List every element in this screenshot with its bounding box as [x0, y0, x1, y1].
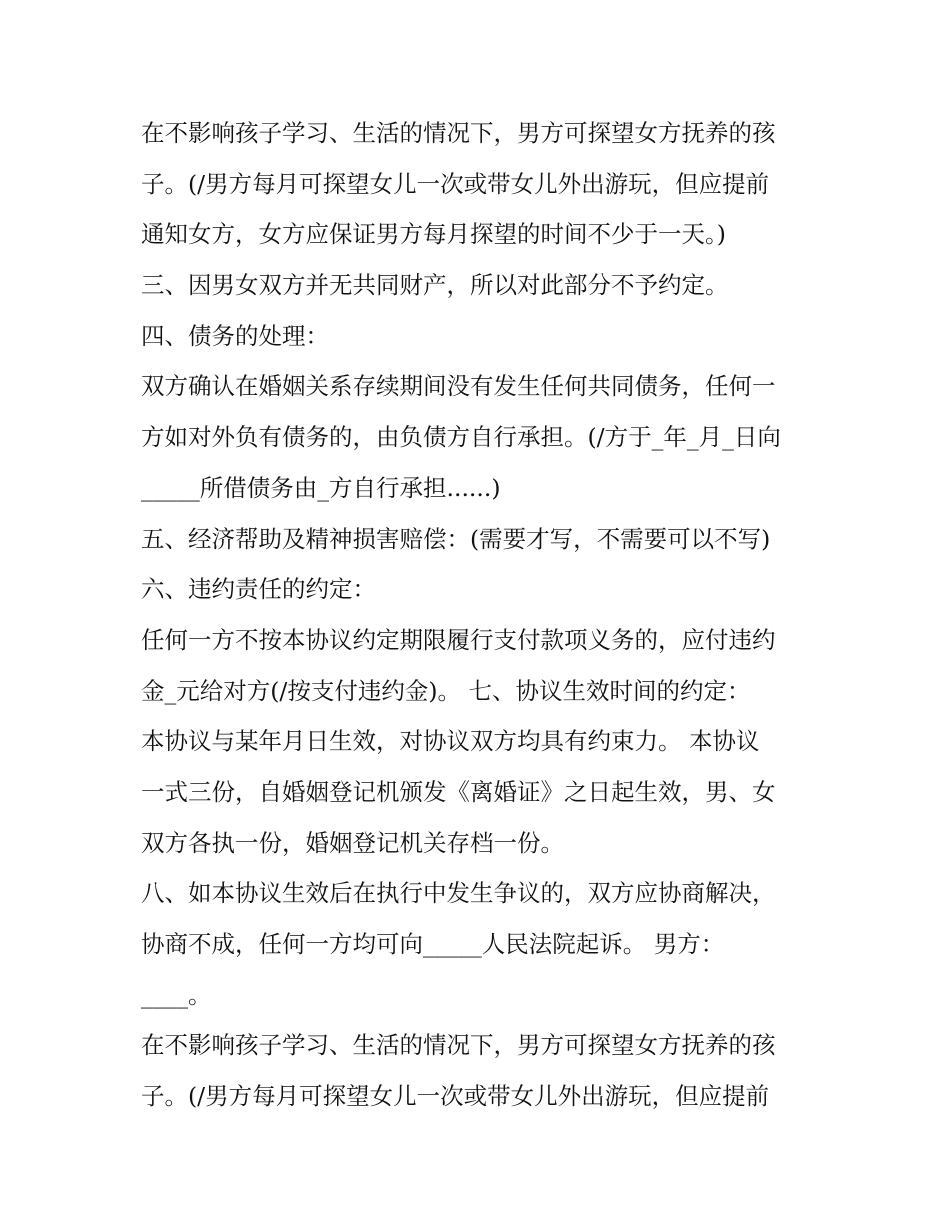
document-body	[141, 108, 821, 1122]
text-line: 本协议与某年月日生效，对协议双方均具有约束力。 本协议	[141, 727, 760, 756]
text-line: 双方确认在婚姻关系存续期间没有发生任何共同债务，任何一	[141, 372, 776, 401]
section-heading: 六、违约责任的约定：	[141, 575, 376, 604]
text-line: _____所借债务由_方自行承担......)	[141, 473, 501, 502]
section-heading: 四、债务的处理：	[141, 321, 329, 350]
text-line: 任何一方不按本协议约定期限履行支付款项义务的，应付违约	[141, 625, 776, 654]
text-line: 方如对外负有债务的，由负债方自行承担。(/方于_年_月_日向	[141, 423, 781, 452]
text-line: 三、因男女双方并无共同财产，所以对此部分不予约定。	[141, 271, 729, 300]
text-line: 协商不成，任何一方均可向_____人民法院起诉。 男方：	[141, 930, 725, 958]
text-line: ____。	[141, 980, 212, 1009]
text-line: 子。(/男方每月可探望女儿一次或带女儿外出游玩，但应提前	[141, 1082, 770, 1111]
text-line: 子。(/男方每月可探望女儿一次或带女儿外出游玩，但应提前	[141, 169, 770, 198]
text-line: 一式三份，自婚姻登记机颁发《离婚证》之日起生效，男、女	[141, 777, 776, 806]
text-line: 在不影响孩子学习、生活的情况下，男方可探望女方抚养的孩	[141, 119, 776, 147]
text-line: 金_元给对方(/按支付违约金)。 七、协议生效时间的约定：	[141, 676, 751, 705]
text-line: 通知女方，女方应保证男方每月探望的时间不少于一天。)	[141, 220, 726, 249]
text-line: 双方各执一份，婚姻登记机关存档一份。	[141, 828, 564, 857]
section-heading: 五、经济帮助及精神损害赔偿：(需要才写，不需要可以不写)	[141, 524, 771, 553]
text-line: 在不影响孩子学习、生活的情况下，男方可探望女方抚养的孩	[141, 1031, 776, 1060]
section-heading: 八、如本协议生效后在执行中发生争议的，双方应协商解决，	[141, 879, 776, 908]
